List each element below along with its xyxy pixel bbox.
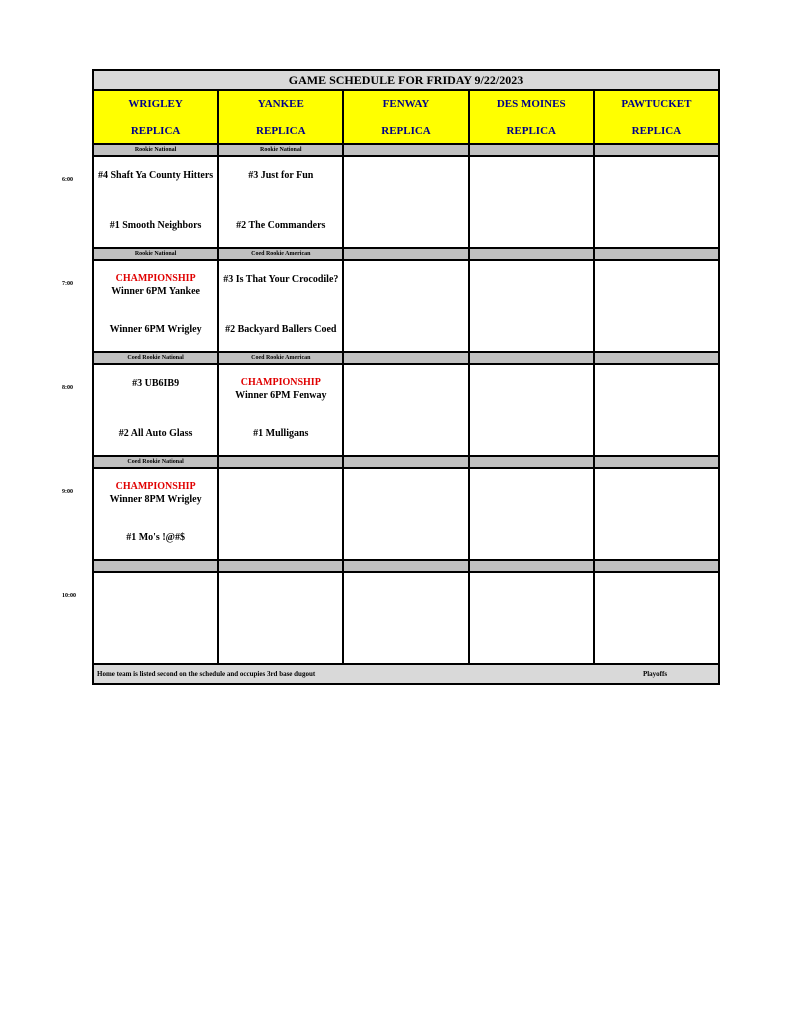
division-label	[344, 249, 469, 259]
playoffs-label: Playoffs	[642, 670, 668, 678]
schedule-sheet	[92, 69, 720, 685]
division-label-row	[94, 145, 718, 157]
game-cell	[470, 469, 595, 559]
division-label	[595, 353, 718, 363]
field-subtitle: REPLICA	[130, 125, 181, 137]
field-name: PAWTUCKET	[621, 98, 692, 110]
field-name: WRIGLEY	[128, 98, 183, 110]
division-label	[470, 249, 595, 259]
division-label	[595, 249, 718, 259]
division-label: Rookie National	[94, 145, 219, 155]
championship-label: CHAMPIONSHIP	[115, 273, 196, 284]
game-cell	[94, 261, 219, 351]
field-header-pawtucket	[595, 91, 718, 143]
championship-label: CHAMPIONSHIP	[240, 377, 321, 388]
championship-label: CHAMPIONSHIP	[115, 481, 196, 492]
division-label	[470, 561, 595, 571]
away-team: #3 Is That Your Crocodile?	[223, 274, 339, 285]
home-team: Winner 6PM Wrigley	[109, 324, 202, 335]
field-name: FENWAY	[382, 98, 430, 110]
game-row	[94, 469, 718, 561]
division-label: Coed Rookie National	[94, 353, 219, 363]
field-header-row	[94, 91, 718, 145]
schedule-title: GAME SCHEDULE FOR FRIDAY 9/22/2023	[94, 71, 718, 91]
game-row	[94, 573, 718, 665]
division-label	[470, 353, 595, 363]
division-label	[344, 145, 469, 155]
home-team: #2 The Commanders	[236, 220, 326, 231]
game-cell	[344, 469, 469, 559]
game-cell	[595, 469, 718, 559]
home-team: #2 All Auto Glass	[118, 428, 193, 439]
division-label	[595, 561, 718, 571]
home-team: #1 Mo's !@#$	[126, 532, 185, 543]
division-label: Rookie National	[94, 249, 219, 259]
division-label-row	[94, 353, 718, 365]
game-cell	[219, 573, 344, 663]
game-cell	[595, 157, 718, 247]
game-cell	[595, 365, 718, 455]
division-label	[94, 561, 219, 571]
game-cell	[94, 365, 219, 455]
field-subtitle: REPLICA	[381, 125, 431, 137]
division-label-row	[94, 457, 718, 469]
away-team: #3 UB6IB9	[132, 378, 180, 389]
division-label: Coed Rookie American	[219, 353, 344, 363]
time-label: 7:00	[62, 281, 73, 287]
game-cell	[94, 573, 219, 663]
game-cell	[219, 261, 344, 351]
division-label	[470, 145, 595, 155]
game-cell	[344, 573, 469, 663]
game-row	[94, 365, 718, 457]
field-header-des-moines	[470, 91, 595, 143]
division-label	[344, 457, 469, 467]
field-subtitle: REPLICA	[256, 125, 306, 137]
away-team: Winner 6PM Fenway	[235, 390, 327, 401]
division-label	[595, 457, 718, 467]
field-header-yankee	[219, 91, 344, 143]
game-cell	[219, 469, 344, 559]
game-cell	[470, 261, 595, 351]
division-label	[344, 353, 469, 363]
division-label	[470, 457, 595, 467]
time-label: 10:00	[62, 593, 76, 599]
game-cell	[344, 365, 469, 455]
game-cell	[344, 157, 469, 247]
away-team: #3 Just for Fun	[248, 170, 314, 181]
time-label: 6:00	[62, 177, 73, 183]
division-label	[219, 561, 344, 571]
game-cell	[470, 365, 595, 455]
game-row	[94, 157, 718, 249]
division-label	[595, 145, 718, 155]
game-cell	[595, 261, 718, 351]
game-cell	[94, 157, 219, 247]
field-name: YANKEE	[257, 98, 304, 110]
division-label-row	[94, 561, 718, 573]
field-subtitle: REPLICA	[506, 125, 556, 137]
home-team-note: Home team is listed second on the schedule and occupies 3rd base dugout	[97, 670, 316, 678]
game-row	[94, 261, 718, 353]
division-label: Coed Rookie National	[94, 457, 219, 467]
game-cell	[219, 365, 344, 455]
field-subtitle: REPLICA	[631, 125, 682, 137]
division-label-row	[94, 249, 718, 261]
field-name: DES MOINES	[496, 98, 566, 110]
away-team: #4 Shaft Ya County Hitters	[98, 170, 214, 181]
away-team: Winner 6PM Yankee	[111, 286, 200, 297]
away-team: Winner 8PM Wrigley	[109, 494, 202, 505]
home-team: #1 Smooth Neighbors	[109, 220, 202, 231]
game-cell	[470, 573, 595, 663]
game-cell	[219, 157, 344, 247]
time-label: 9:00	[62, 489, 73, 495]
game-cell	[470, 157, 595, 247]
time-label: 8:00	[62, 385, 73, 391]
division-label: Coed Rookie American	[219, 249, 344, 259]
game-cell	[344, 261, 469, 351]
division-label	[219, 457, 344, 467]
time-slots	[94, 145, 718, 665]
home-team: #1 Mulligans	[253, 428, 309, 439]
game-cell	[595, 573, 718, 663]
division-label: Rookie National	[219, 145, 344, 155]
field-header-wrigley	[94, 91, 219, 143]
field-header-fenway	[344, 91, 469, 143]
division-label	[344, 561, 469, 571]
home-team: #2 Backyard Ballers Coed	[225, 324, 337, 335]
game-cell	[94, 469, 219, 559]
schedule-footer	[94, 665, 718, 683]
